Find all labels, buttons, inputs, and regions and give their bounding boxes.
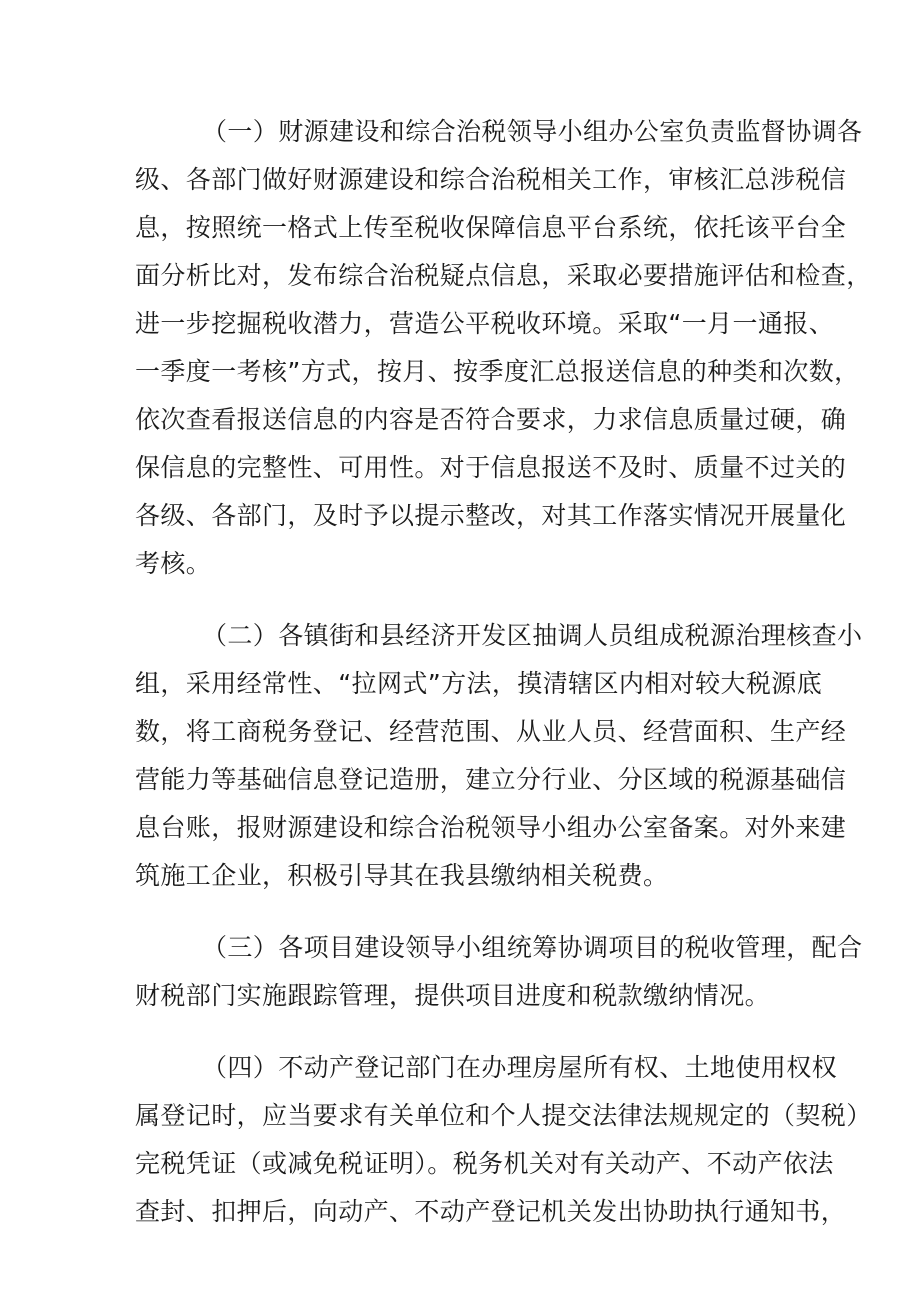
section-2-line-4: 营能力等基础信息登记造册，建立分行业、分区域的税源基础信 [135, 765, 847, 794]
section-4-line-2: 属登记时，应当要求有关单位和个人提交法律法规规定的（契税） [135, 1101, 872, 1130]
section-2-line-6: 筑施工企业，积极引导其在我县缴纳相关税费。 [135, 861, 669, 890]
section-1-line-3: 息，按照统一格式上传至税收保障信息平台系统，依托该平台全 [135, 213, 847, 242]
section-1-line-1: （一）财源建设和综合治税领导小组办公室负责监督协调各 [202, 117, 863, 146]
section-3-line-2: 财税部门实施跟踪管理，提供项目进度和税款缴纳情况。 [135, 981, 771, 1010]
section-1-line-9: 各级、各部门，及时予以提示整改，对其工作落实情况开展量化 [135, 501, 847, 530]
section-4-line-3: 完税凭证（或减免税证明）。税务机关对有关动产、不动产依法 [135, 1149, 834, 1178]
section-1-line-6: 一季度一考核”方式，按月、按季度汇总报送信息的种类和次数， [135, 357, 860, 386]
section-2-line-5: 息台账，报财源建设和综合治税领导小组办公室备案。对外来建 [135, 813, 847, 842]
section-2-line-2: 组，采用经常性、“拉网式”方法，摸清辖区内相对较大税源底 [135, 669, 823, 698]
section-1-line-10: 考核。 [135, 549, 212, 578]
section-2-line-3: 数，将工商税务登记、经营范围、从业人员、经营面积、生产经 [135, 717, 847, 746]
section-3-line-1: （三）各项目建设领导小组统筹协调项目的税收管理，配合 [202, 933, 863, 962]
section-2-line-1: （二）各镇街和县经济开发区抽调人员组成税源治理核查小 [202, 621, 863, 650]
section-1-line-2: 级、各部门做好财源建设和综合治税相关工作，审核汇总涉税信 [135, 165, 847, 194]
section-1-line-4: 面分析比对，发布综合治税疑点信息，采取必要措施评估和检查， [135, 261, 872, 290]
section-1-line-5: 进一步挖掘税收潜力，营造公平税收环境。采取“一月一通报、 [135, 309, 835, 338]
section-4-line-1: （四）不动产登记部门在办理房屋所有权、土地使用权权 [202, 1053, 838, 1082]
section-4-line-4: 查封、扣押后，向动产、不动产登记机关发出协助执行通知书， [135, 1197, 847, 1226]
section-1-line-7: 依次查看报送信息的内容是否符合要求，力求信息质量过硬，确 [135, 405, 847, 434]
section-1-line-8: 保信息的完整性、可用性。对于信息报送不及时、质量不过关的 [135, 453, 847, 482]
